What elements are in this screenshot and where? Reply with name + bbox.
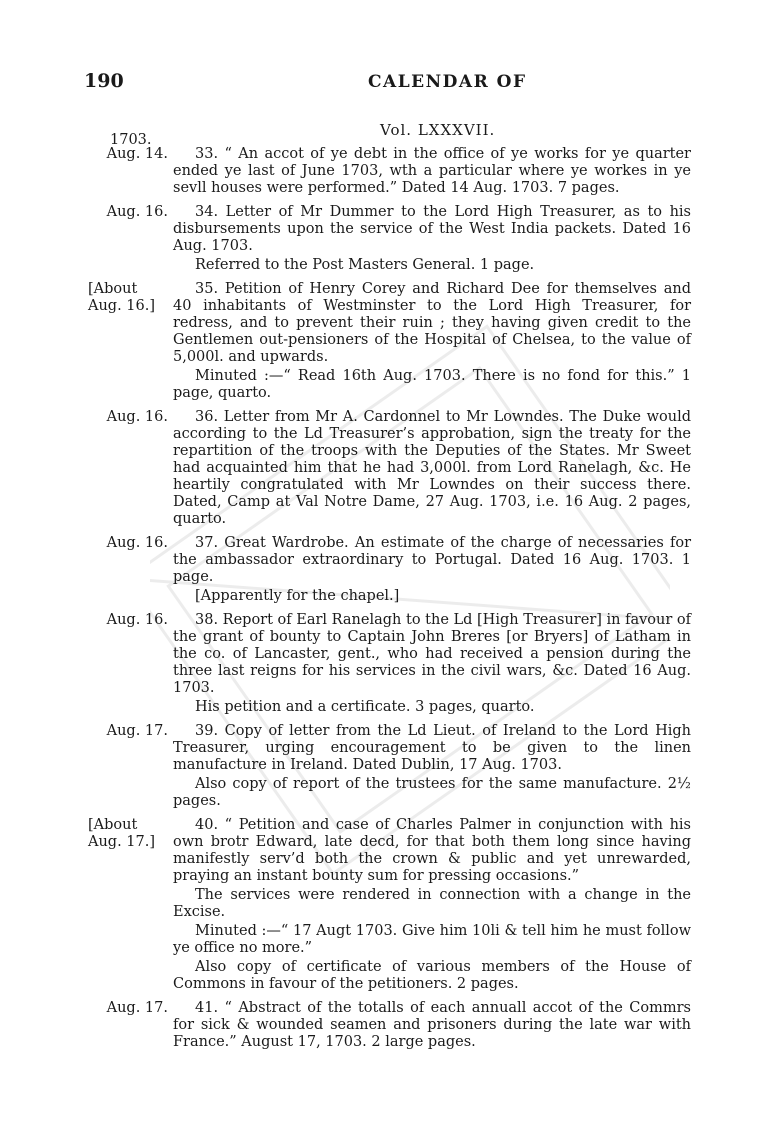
entry-paragraph: 34. Letter of Mr Dummer to the Lord High Treasurer, as to his disbursements upon the service of the West India packets. Dated 16 Aug. 1703.	[173, 204, 691, 254]
entry-text	[173, 409, 691, 528]
entry-paragraph: 40. “ Petition and case of Charles Palmer in conjunction with his own brotr Edward, late decd, for that both them long since having manifestly serv’d both the crown & public and yet unrewarded, praying an instant bounty sum for pressing occasions.”	[173, 817, 691, 884]
entry-paragraph: 36. Letter from Mr A. Cardonnel to Mr Lowndes. The Duke would according to the Ld Treasurer’s approbation, sign the treaty for the repartition of the troops with the Deputies of the States. Mr Sweet had acquainted him that he had 3,000l. from Lord Ranelagh, &c. He heartily congratulated with Mr Lowndes on their success there. Dated, Camp at Val Notre Dame, 27 Aug. 1703, i.e. 16 Aug. 2 pages, quarto.	[173, 409, 691, 527]
entry-date: Aug. 14.	[106, 146, 168, 162]
entry-text	[173, 535, 691, 605]
calendar-entry	[0, 409, 768, 528]
calendar-entry	[0, 204, 768, 274]
entry-date: Aug. 17.	[106, 1000, 168, 1016]
entry-text	[173, 1000, 691, 1051]
entry-note: Also copy of certificate of various members of the House of Commons in favour of the petitioners. 2 pages.	[173, 959, 691, 992]
calendar-entry	[0, 281, 768, 402]
entry-paragraph: 41. “ Abstract of the totalls of each annuall accot of the Commrs for sick & wounded seamen and prisoners during the late war with France.” August 17, 1703. 2 large pages.	[173, 1000, 691, 1050]
calendar-entries	[0, 146, 768, 1058]
entry-note: [Apparently for the chapel.]	[195, 588, 400, 604]
entry-note: Minuted :—“ Read 16th Aug. 1703. There is no fond for this.” 1 page, quarto.	[173, 368, 691, 401]
entry-note: His petition and a certificate. 3 pages, quarto.	[195, 699, 535, 715]
calendar-entry	[0, 1000, 768, 1051]
entry-note: Minuted :—“ 17 Augt 1703. Give him 10li & tell him he must follow ye office no more.”	[173, 923, 691, 956]
entry-date: Aug. 16.	[106, 204, 168, 220]
entry-note: Also copy of report of the trustees for the same manufacture. 2½ pages.	[173, 776, 691, 809]
entry-text	[173, 281, 691, 402]
entry-text	[173, 723, 691, 810]
entry-date: [About Aug. 16.]	[88, 281, 156, 314]
entry-paragraph: 39. Copy of letter from the Ld Lieut. of Ireland to the Lord High Treasurer, urging encouragement to be given to the linen manufacture in Ireland. Dated Dublin, 17 Aug. 1703.	[173, 723, 691, 773]
entry-text	[173, 612, 691, 716]
calendar-entry	[0, 612, 768, 716]
calendar-entry	[0, 146, 768, 197]
calendar-entry	[0, 535, 768, 605]
calendar-entry	[0, 817, 768, 993]
year-label: 1703.	[110, 132, 152, 148]
entry-date: Aug. 16.	[106, 612, 168, 628]
entry-date: Aug. 16.	[106, 409, 168, 425]
entry-text	[173, 204, 691, 274]
entry-paragraph: 38. Report of Earl Ranelagh to the Ld [High Treasurer] in favour of the grant of bounty to Captain John Breres [or Bryers] of Latham in the co. of Lancaster, gent., who had received a pension during the three last reigns for his services in the civil wars, &c. Dated 16 Aug. 1703.	[173, 612, 692, 696]
page-header	[0, 70, 768, 102]
entry-paragraph: 37. Great Wardrobe. An estimate of the charge of necessaries for the ambassador extraordinary to Portugal. Dated 16 Aug. 1703. 1 page.	[173, 535, 691, 585]
running-title: CALENDAR OF	[368, 72, 527, 92]
page-number: 190	[84, 70, 124, 92]
volume-heading: Vol. LXXXVII.	[380, 121, 496, 139]
entry-date: Aug. 17.	[106, 723, 168, 739]
entry-note: The services were rendered in connection with a change in the Excise.	[173, 887, 691, 920]
entry-text	[173, 146, 691, 197]
entry-note: Referred to the Post Masters General. 1 page.	[195, 257, 535, 273]
entry-paragraph: 35. Petition of Henry Corey and Richard Dee for themselves and 40 inhabitants of Westminster to the Lord High Treasurer, for redress, and to prevent their ruin ; they having given credit to the Gentlemen out-pensioners of the Hospital of Chelsea, to the value of 5,000l. and upwards.	[173, 281, 691, 365]
entry-text	[173, 817, 691, 993]
calendar-entry	[0, 723, 768, 810]
entry-paragraph: 33. “ An accot of ye debt in the office of ye works for ye quarter ended ye last of June 1703, wth a particular where ye workes in ye sevll houses were performed.” Dated 14 Aug. 1703. 7 pages.	[173, 146, 691, 196]
entry-date: Aug. 16.	[106, 535, 168, 551]
entry-date: [About Aug. 17.]	[88, 817, 156, 850]
